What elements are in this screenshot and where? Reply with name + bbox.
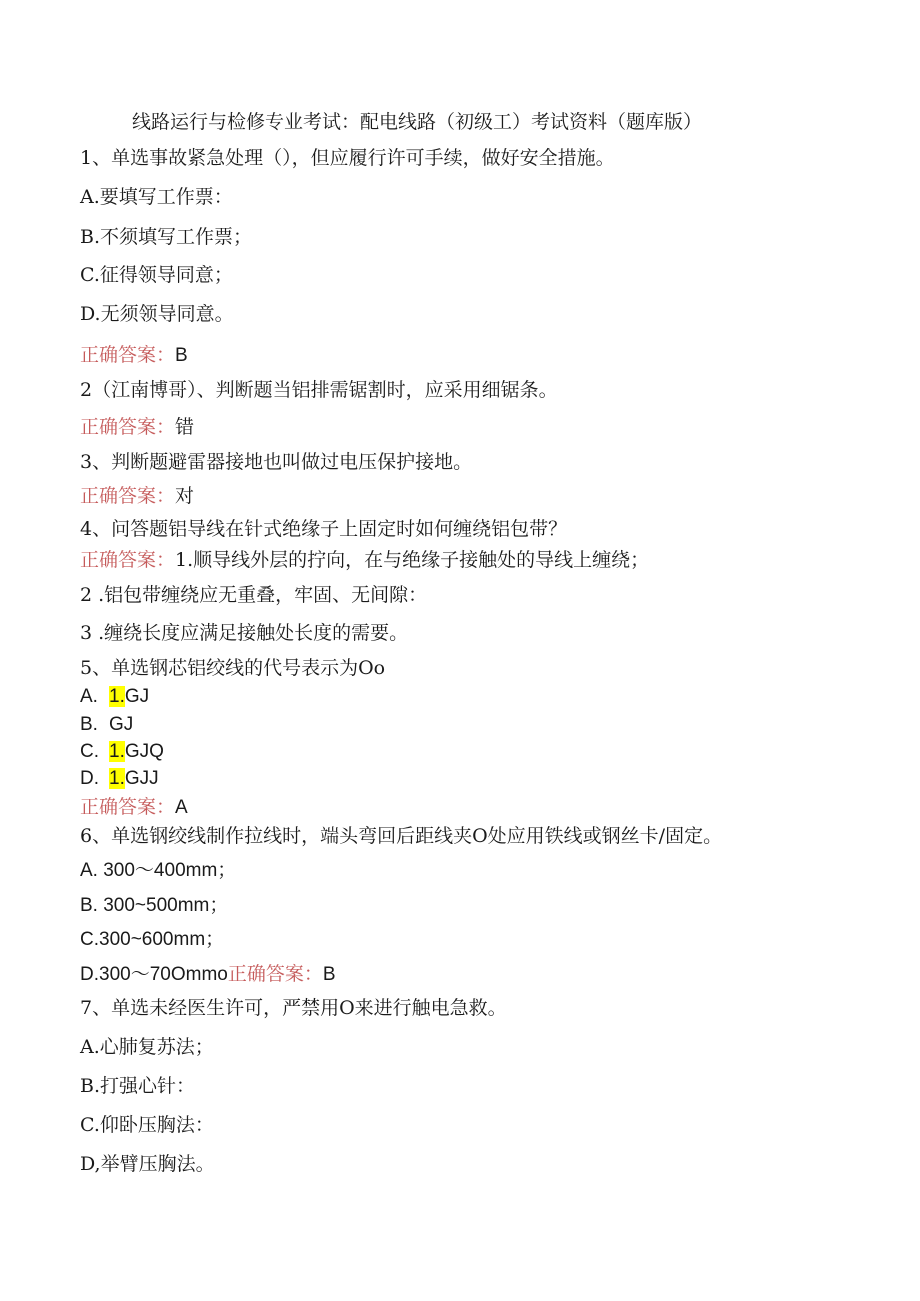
- option-letter: A.: [80, 686, 98, 707]
- question-5-option-c: [80, 740, 164, 764]
- answer-line-1: 1.顺导线外层的拧向，在与绝缘子接触处的导线上缠绕；: [175, 549, 650, 571]
- question-7-text: 7、单选未经医生许可，严禁用O来进行触电急救。: [80, 997, 507, 1019]
- question-3-text: 3、判断题避雷器接地也叫做过电压保护接地。: [80, 451, 473, 473]
- option-text: GJJ: [124, 768, 159, 789]
- question-1-text: 1、单选事故紧急处理（），但应履行许可手续，做好安全措施。: [80, 147, 615, 169]
- question-5-answer: [80, 795, 188, 820]
- question-5-option-b: [80, 713, 133, 737]
- question-1-option-d: D.无须领导同意。: [80, 303, 234, 325]
- option-text: GJ: [109, 714, 134, 735]
- highlighted-text: 1.: [109, 686, 125, 707]
- highlighted-text: 1.: [109, 741, 125, 762]
- question-5-option-d: [80, 767, 159, 791]
- document-title: 线路运行与检修专业考试：配电线路（初级工）考试资料（题库版）: [132, 111, 703, 133]
- question-6-option-b: B. 300~500mm；: [80, 895, 229, 916]
- answer-label: 正确答案：: [80, 796, 176, 818]
- option-text: GJ: [124, 686, 150, 707]
- question-4-answer-line-2: 2 .铝包带缠绕应无重叠，牢固、无间隙：: [80, 584, 428, 606]
- answer-value: 对: [175, 485, 195, 507]
- question-7-option-c: C.仰卧压胸法：: [80, 1114, 214, 1136]
- answer-label: 正确答案：: [227, 963, 323, 985]
- answer-label: 正确答案：: [80, 416, 176, 438]
- option-letter: C.: [80, 741, 99, 762]
- question-7-option-d: D,举臂压胸法。: [80, 1153, 215, 1175]
- question-3-answer: [80, 484, 194, 508]
- answer-value: 错: [175, 416, 195, 438]
- question-1-answer: [80, 343, 188, 368]
- answer-value: A: [175, 797, 188, 818]
- answer-value: B: [322, 964, 336, 985]
- question-2-answer: [80, 415, 194, 439]
- question-1-option-c: C.征得领导同意；: [80, 264, 233, 286]
- question-7-option-a: A.心肺复苏法；: [80, 1036, 214, 1058]
- question-7-option-b: B.打强心针：: [80, 1075, 196, 1097]
- option-letter: B.: [80, 714, 98, 735]
- answer-value: B: [175, 345, 188, 366]
- question-6-option-c: C.300~600mm；: [80, 929, 225, 950]
- option-letter: D.: [80, 768, 99, 789]
- question-6-option-a: A. 300～400mm；: [80, 860, 237, 881]
- highlighted-text: 1.: [109, 768, 125, 789]
- question-6-option-d-and-answer: [80, 962, 336, 987]
- question-5-option-a: [80, 685, 149, 709]
- answer-label: 正确答案：: [80, 549, 176, 571]
- answer-label: 正确答案：: [80, 485, 176, 507]
- question-5-text: 5、单选钢芯铝绞线的代号表示为Oo: [80, 657, 386, 679]
- answer-label: 正确答案：: [80, 344, 176, 366]
- question-4-text: 4、问答题铝导线在针式绝缘子上固定时如何缠绕铝包带？: [80, 518, 568, 540]
- question-1-option-b: B.不须填写工作票；: [80, 226, 253, 248]
- option-text: GJQ: [124, 741, 164, 762]
- question-2-text: 2（江南博哥）、判断题当铝排需锯割时，应采用细锯条。: [80, 379, 558, 401]
- question-1-option-a: A.要填写工作票：: [80, 186, 233, 208]
- question-6-text: 6、单选钢绞线制作拉线时，端头弯回后距线夹O处应用铁线或钢丝卡/固定。: [80, 825, 723, 847]
- option-text: D.300～70Ommo: [80, 964, 228, 985]
- question-4-answer: [80, 548, 649, 572]
- question-4-answer-line-3: 3 .缠绕长度应满足接触处长度的需要。: [80, 622, 409, 644]
